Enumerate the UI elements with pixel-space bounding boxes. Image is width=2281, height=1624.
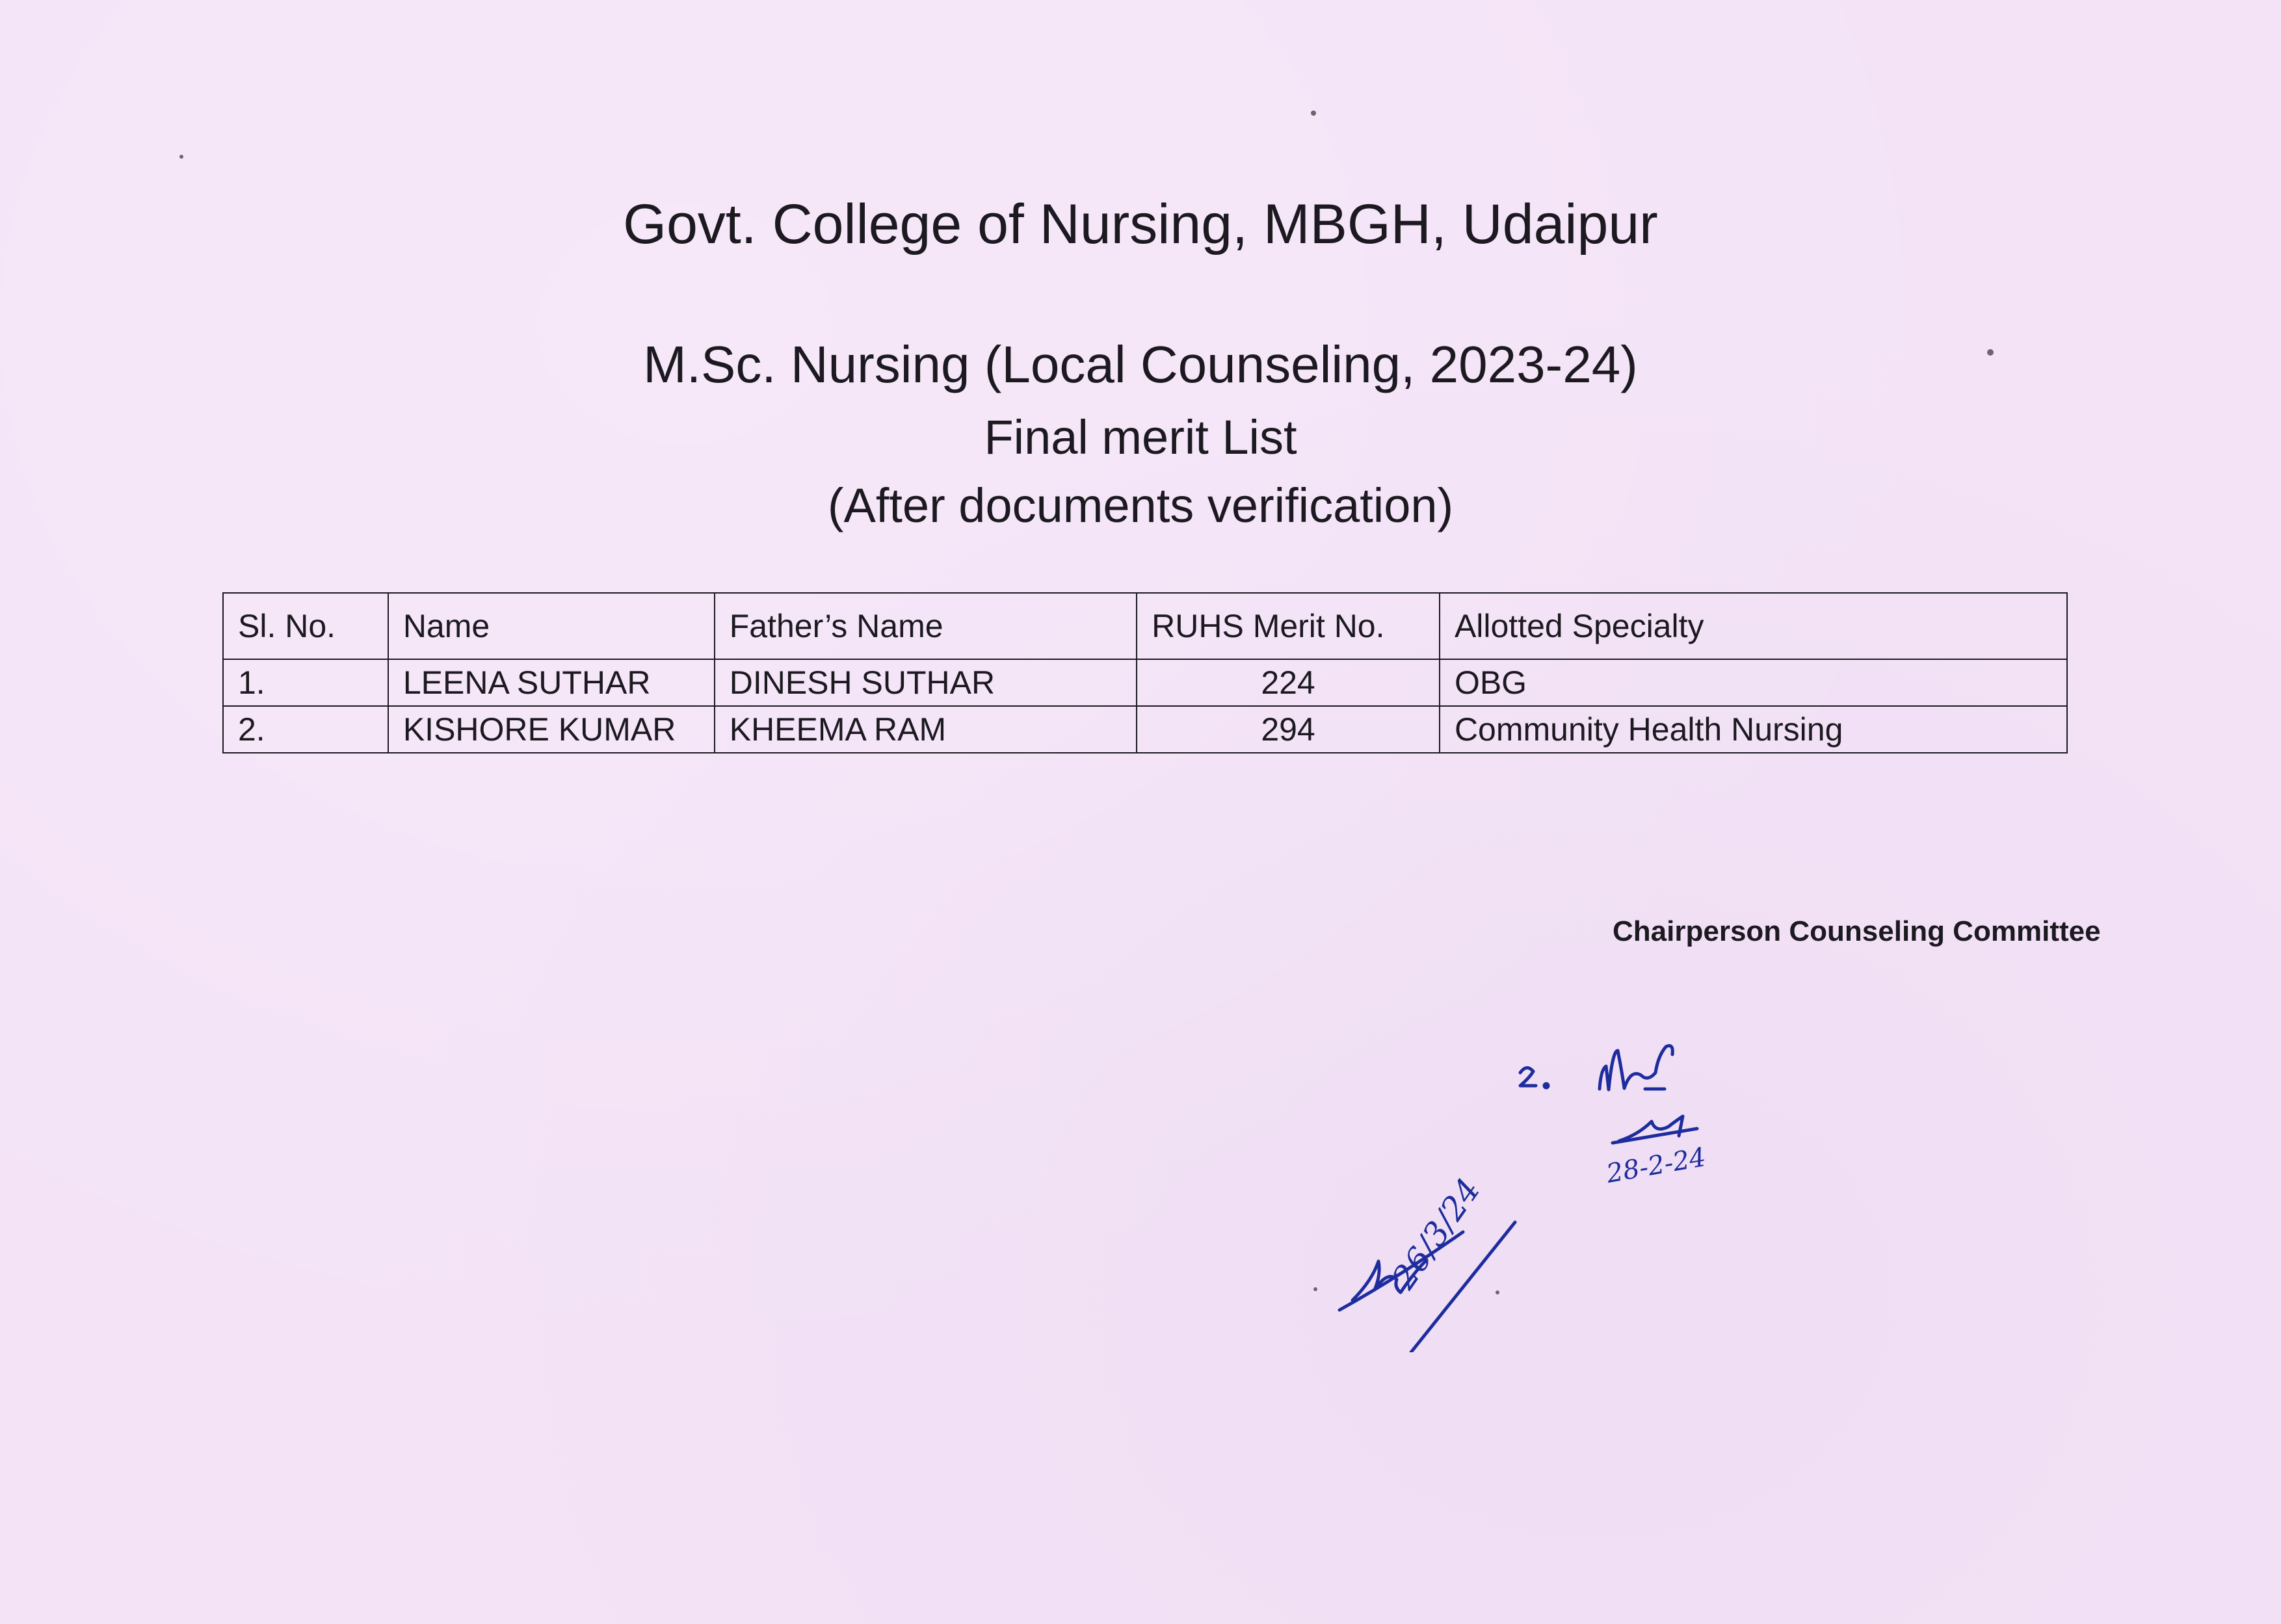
program-title: M.Sc. Nursing (Local Counseling, 2023-24) xyxy=(643,335,1638,393)
cell-specialty: Community Health Nursing xyxy=(1440,706,2067,753)
cell-sl-no: 1. xyxy=(223,659,388,706)
merit-table xyxy=(222,592,2068,753)
scan-speck xyxy=(1313,1287,1317,1291)
column-header-specialty: Allotted Specialty xyxy=(1440,593,2067,659)
scan-speck xyxy=(1496,1290,1499,1294)
cell-merit-no: 224 xyxy=(1137,659,1440,706)
scan-speck xyxy=(1987,349,1994,356)
column-header-name: Name xyxy=(388,593,715,659)
receipt-date: 26/3/24 xyxy=(1385,1172,1488,1296)
column-header-merit-no: RUHS Merit No. xyxy=(1137,593,1440,659)
signatory-label: Chairperson Counseling Committee xyxy=(1613,915,2101,947)
institution-title: Govt. College of Nursing, MBGH, Udaipur xyxy=(623,193,1658,255)
scan-speck xyxy=(179,155,183,159)
cell-father-name: KHEEMA RAM xyxy=(715,706,1137,753)
scan-speck xyxy=(1311,111,1316,116)
column-header-father-name: Father’s Name xyxy=(715,593,1137,659)
cell-specialty: OBG xyxy=(1440,659,2067,706)
cell-father-name: DINESH SUTHAR xyxy=(715,659,1137,706)
signature-date: 28-2-24 xyxy=(1604,1142,1709,1190)
cell-merit-no: 294 xyxy=(1137,706,1440,753)
table-row xyxy=(223,706,2067,753)
table-row xyxy=(223,659,2067,706)
cell-name: LEENA SUTHAR xyxy=(388,659,715,706)
table-header-row xyxy=(223,593,2067,659)
list-note: (After documents verification) xyxy=(827,478,1454,532)
cell-sl-no: 2. xyxy=(223,706,388,753)
cell-name: KISHORE KUMAR xyxy=(388,706,715,753)
column-header-sl-no: Sl. No. xyxy=(223,593,388,659)
list-title: Final merit List xyxy=(984,410,1297,464)
